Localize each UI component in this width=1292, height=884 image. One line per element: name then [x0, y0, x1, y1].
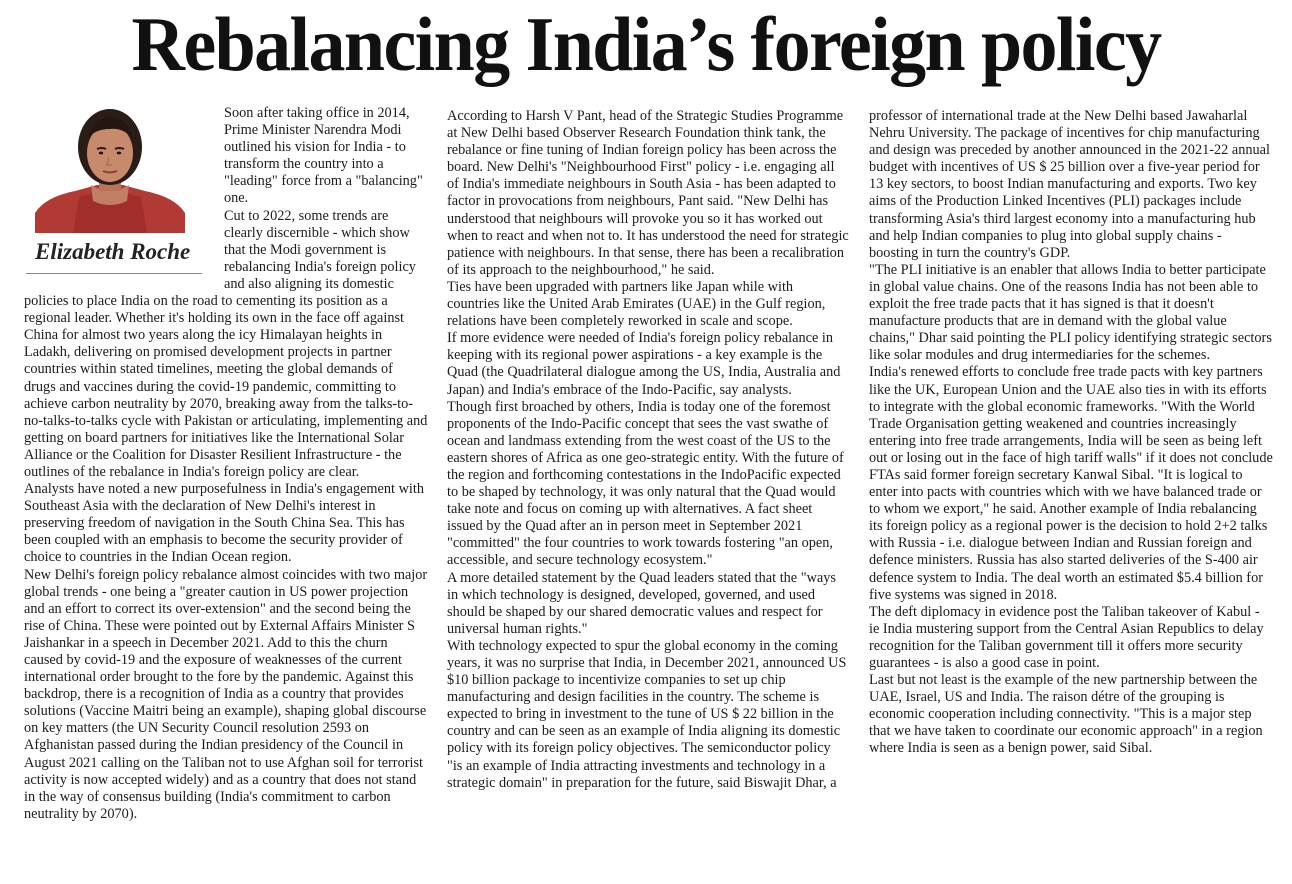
paragraph: "The PLI initiative is an enabler that allows India to better participate in global value chains. One of the reasons India has not been able to exploit the free trade pacts that it has signed is that it doesn't manufacture products that are in demand with the global value chains," Dhar said pointing the PLI policy identifying strategic sectors like solar modules and drug intermediaries for the schemes.: [869, 261, 1272, 364]
paragraph: Last but not least is the example of the new partnership between the UAE, Israel, US and India. The raison détre of the grouping is economic cooperation including connectivity. "This is a major step that we have taken to coordinate our economic approach" in a region where India is seen as a benign power, said Sibal.: [869, 672, 1263, 757]
paragraph: With technology expected to spur the global economy in the coming years, it was no surprise that India, in December 2021, announced US $10 billion package to incentivize companies to set up chip manufacturing and design facilities in the country. The scheme is expected to bring in investment to the tune of US $ 22 billion in the country and can be seen as an example of India aligning its domestic policy with its foreign policy objectives. The semiconductor policy "is an example of India attracting investments and technology in a strategic domain" in preparation for the future, said Biswajit Dhar, a: [447, 637, 847, 791]
author-box: [24, 105, 205, 288]
article-column-2: [447, 108, 849, 878]
author-photo: [35, 105, 185, 233]
paragraph: Ties have been upgraded with partners like Japan while with countries like the United Arab Emirates (UAE) in the Gulf region, relations have been completely reworked in scale and scope.: [447, 278, 826, 330]
paragraph: Soon after taking office in 2014, Prime Minister Narendra Modi outlined his vision for India - to transform the country into a "leading" force from a "balancing" one.: [224, 105, 423, 207]
article-column-1: [24, 105, 428, 875]
author-byline: Elizabeth Roche: [35, 239, 191, 264]
paragraph: Analysts have noted a new purposefulness in India's engagement with Southeast Asia with the declaration of New Delhi's interest in preserving freedom of navigation in the South China Sea. This has been coupled with an emphasis to become the security provider of choice to countries in the Indian Ocean region.: [24, 481, 425, 566]
paragraph: According to Harsh V Pant, head of the Strategic Studies Programme at New Delhi based Observer Research Foundation think tank, the rebalance or fine tuning of Indian foreign policy has been across the board. New Delhi's "Neighbourhood First" policy - i.e. engaging all of India's immediate neighbours in South Asia - has been adapted to factor in provocations from neighbours, Pant said. "New Delhi has understood that neighbours will provoke you so it has worked out when to react and when not to. It has understood the need for strategic patience with neighbours. In that sense, there has been a recalibration of its approach to the neighbourhood," he said.: [447, 108, 849, 278]
article-column-3: [869, 108, 1273, 878]
paragraph: A more detailed statement by the Quad leaders stated that the "ways in which technology is designed, developed, governed, and used should be shaped by our shared democratic values and respect for universal human rights.": [447, 569, 836, 637]
paragraph: New Delhi's foreign policy rebalance almost coincides with two major global trends - one being a "greater caution in US power projection and an effort to correct its over-extension" and the second being the rise of China. These were pointed out by External Affairs Minister S Jaishankar in a speech in December 2021. Add to this the churn caused by covid-19 and the exposure of weaknesses of the current international order brought to the fore by the pandemic. Against this backdrop, there is a recognition of India as a country that provides solutions (Vaccine Maitri being an example), shaping global discourse on key matters (the UN Security Council resolution 2593 on Afghanistan passed during the Indian presidency of the Council in August 2021 calling on the Taliban not to use Afghan soil for terrorist activity is now accepted widely) and as a country that does not stand in the way of consensus building (India's commitment to carbon neutrality by 2070).: [24, 566, 428, 822]
paragraph: professor of international trade at the New Delhi based Jawaharlal Nehru University. The package of incentives for chip manufacturing and design was preceded by another announced in the 2021-22 annual budget with incentives of US $ 25 billion over a five-year period for 13 key sectors, to boost Indian manufacturing and exports. Two key aims of the Production Linked Incentives (PLI) packages include transforming Asia's third largest economy into a manufacturing hub and help Indian companies to plug into global supply chains - boosting in turn the country's GDP.: [869, 108, 1270, 261]
paragraph: The deft diplomacy in evidence post the Taliban takeover of Kabul - ie India mustering support from the Central Asian Republics to delay recognition for the Taliban government till it offers more security guarantees - is also a good case in point.: [869, 603, 1264, 671]
author-portrait-image: [35, 105, 185, 233]
paragraph: Cut to 2022, some trends are clearly discernible - which show that the Modi government is rebalancing India's foreign policy and also aligning its domestic policies to place India on the road to cementing its position as a regional leader. Whether it's holding its own in the face off against China for almost two years along the icy Himalayan heights in Ladakh, delivering on promised development projects in partner countries within stated timelines, meeting the global demands of drugs and vaccines during the covid-19 pandemic, committing to achieve carbon neutrality by 2070, breaking away from the talks-to-no-talks-to-talks cycle with Pakistan or articulating, implementing and getting on board partners for initiatives like the International Solar Alliance or the Coalition for Disaster Resilient Infrastructure - the outlines of the rebalance in India's foreign policy are clear.: [24, 207, 428, 480]
article-headline: Rebalancing India’s foreign policy: [131, 2, 1161, 88]
paragraph: If more evidence were needed of India's foreign policy rebalance in keeping with its regional power aspirations - a key example is the Quad (the Quadrilateral dialogue among the US, India, Australia and Japan) and India's embrace of the Indo-Pacific, say analysts.: [447, 330, 841, 398]
paragraph: Though first broached by others, India is today one of the foremost proponents of the Indo-Pacific concept that sees the vast swathe of ocean and landmass extending from the west coast of the US to the eastern shores of Africa as one geo-strategic entity. With the future of the region and forthcoming contestations in the IndoPacific expected to be shaped by technology, it was only natural that the Quad would take note and focus on coming up with alternatives. A fact sheet issued by the Quad after an in person meet in September 2021 "committed" the four countries to work towards fostering "an open, accessible, and secure technology ecosystem.": [447, 398, 844, 569]
paragraph: India's renewed efforts to conclude free trade pacts with key partners like the UK, European Union and the UAE also ties in with its efforts to integrate with the global economic frameworks. "With the World Trade Organisation getting weakened and countries increasingly entering into free trade arrangements, India will be seen as being left out or losing out in the face of high tariff walls" if it does not conclude FTAs said former foreign secretary Kanwal Sibal. "It is logical to enter into pacts with countries which with we have balanced trade or to whom we export," he said. Another example of India rebalancing its foreign policy as a regional power is the decision to hold 2+2 talks with Russia - i.e. dialogue between Indian and Russian foreign and defence ministers. Russia has also started deliveries of the S-400 air defence system to India. The deal worth an estimated $5.4 billion for five systems was signed in 2018.: [869, 364, 1273, 603]
byline-divider: [26, 273, 202, 274]
